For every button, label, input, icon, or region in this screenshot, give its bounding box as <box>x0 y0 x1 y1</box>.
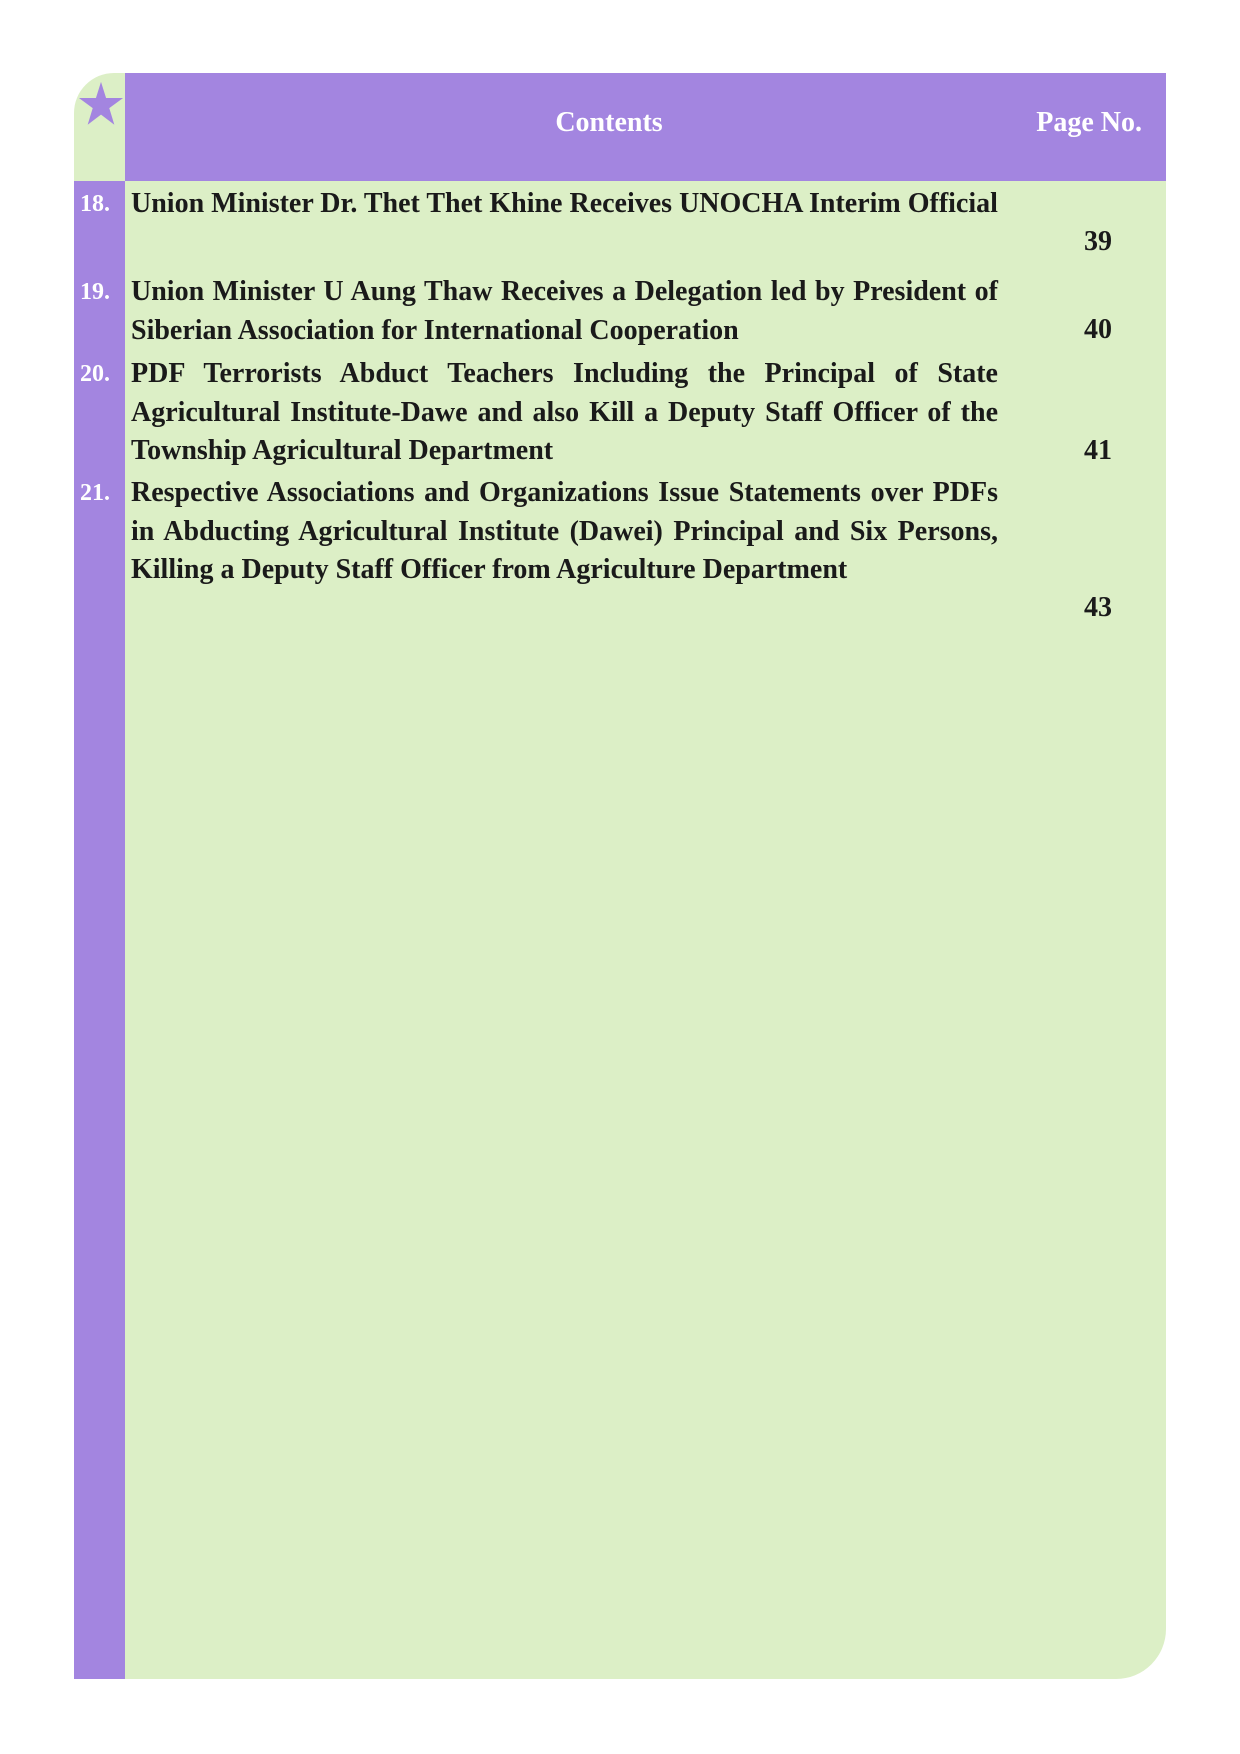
toc-entry-title[interactable]: Respective Associations and Organizations Issue Statements over PDFs in Abducting Agricultural Institute (Dawei) Principal and Six Persons, Killing a Deputy Staff Officer from Agriculture Department <box>131 477 998 585</box>
toc-entry-number: 20. <box>80 361 110 387</box>
contents-title: Contents <box>555 107 663 138</box>
toc-entry-page: 40 <box>1084 314 1112 345</box>
page-number-heading: Page No. <box>1036 107 1142 138</box>
toc-entry-title[interactable]: Union Minister Dr. Thet Thet Khine Receives UNOCHA Interim Official <box>131 188 998 219</box>
toc-entry-title[interactable]: PDF Terrorists Abduct Teachers Including the Principal of State Agricultural Institute-Dawe and also Kill a Deputy Staff Officer of the Township Agricultural Department <box>131 358 998 466</box>
left-accent-bar <box>74 181 125 1679</box>
toc-entry-number: 19. <box>80 279 110 305</box>
contents-header <box>125 73 1166 181</box>
star-icon <box>78 81 124 127</box>
toc-entry-page: 39 <box>1084 226 1112 257</box>
toc-entry-page: 43 <box>1084 592 1112 623</box>
toc-entry-title[interactable]: Union Minister U Aung Thaw Receives a Delegation led by President of Siberian Association for International Cooperation <box>131 276 998 346</box>
contents-panel <box>74 73 1166 1679</box>
toc-entry-number: 18. <box>80 191 110 217</box>
toc-entry-page: 41 <box>1084 435 1112 466</box>
toc-entry-number: 21. <box>80 480 110 506</box>
